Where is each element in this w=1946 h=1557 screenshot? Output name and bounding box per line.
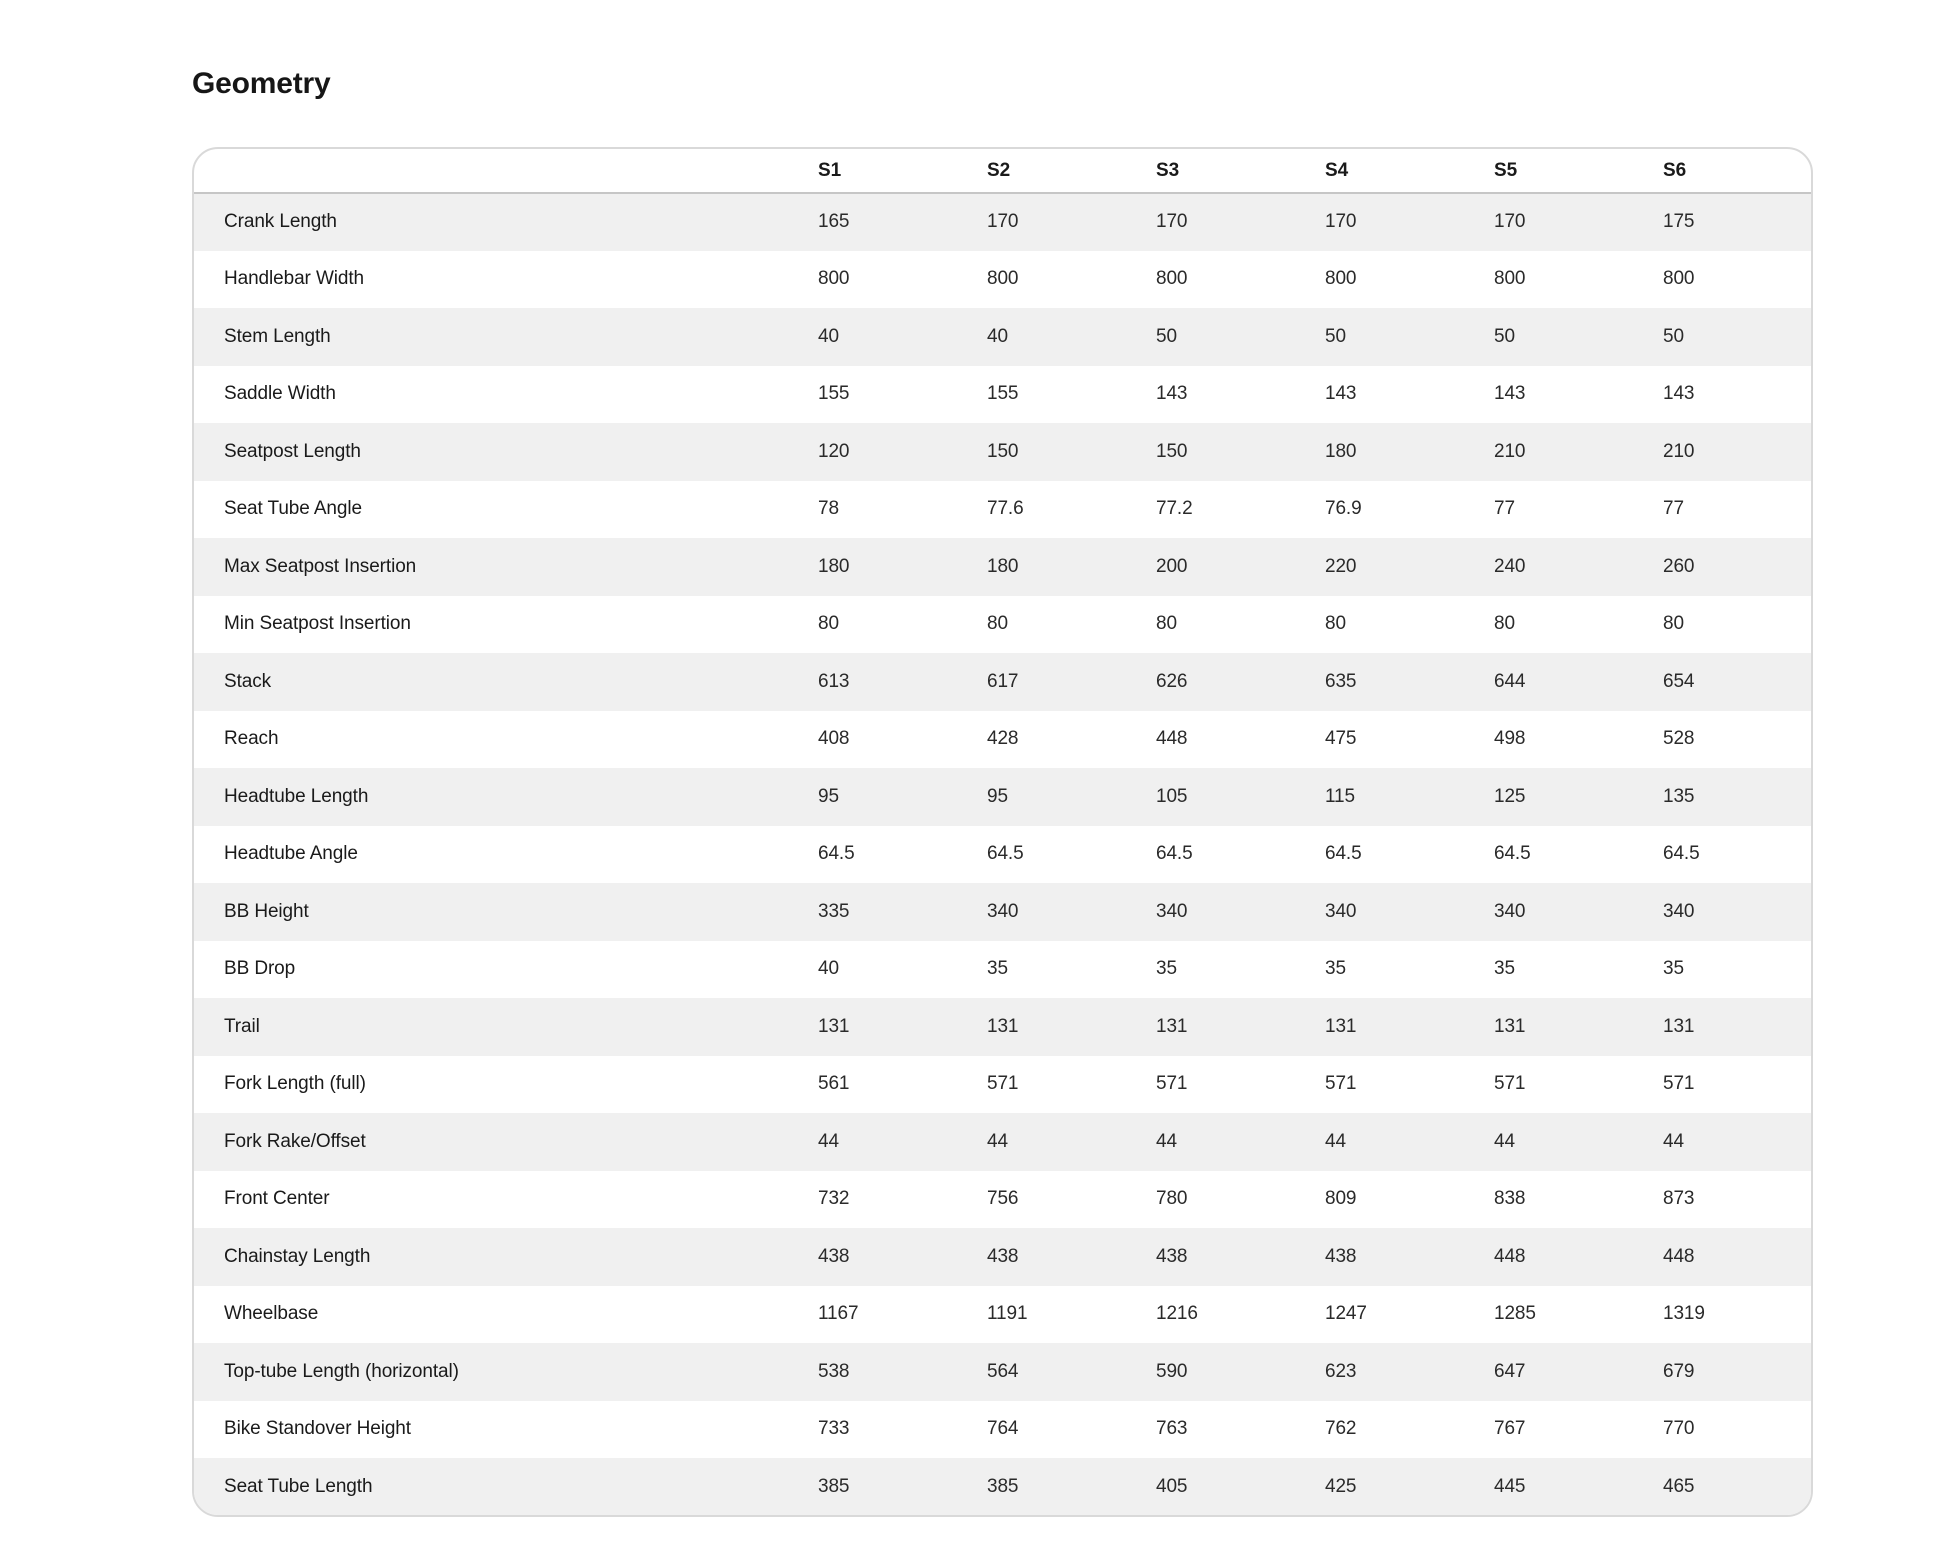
- row-value: 654: [1663, 670, 1695, 692]
- row-value: 44: [1156, 1130, 1177, 1152]
- row-value: 1191: [987, 1303, 1028, 1325]
- row-value: 155: [987, 383, 1019, 405]
- row-value: 475: [1325, 728, 1357, 750]
- row-value: 35: [1663, 958, 1684, 980]
- row-value: 428: [987, 728, 1019, 750]
- row-value: 340: [1156, 900, 1188, 922]
- row-value: 210: [1663, 440, 1695, 462]
- row-value: 220: [1325, 555, 1357, 577]
- row-value: 50: [1156, 325, 1177, 347]
- row-label: Seatpost Length: [224, 440, 361, 462]
- row-value: 131: [1494, 1015, 1526, 1037]
- row-value: 623: [1325, 1360, 1357, 1382]
- row-value: 50: [1325, 325, 1346, 347]
- row-label: Max Seatpost Insertion: [224, 555, 417, 577]
- row-value: 155: [818, 383, 850, 405]
- row-value: 763: [1156, 1418, 1188, 1440]
- row-value: 498: [1494, 728, 1526, 750]
- row-value: 873: [1663, 1188, 1695, 1210]
- row-value: 1167: [818, 1303, 859, 1325]
- row-value: 150: [987, 440, 1019, 462]
- row-value: 780: [1156, 1188, 1188, 1210]
- row-value: 448: [1663, 1245, 1695, 1267]
- table-row: [194, 883, 1811, 941]
- row-value: 340: [987, 900, 1019, 922]
- row-value: 64.5: [1325, 843, 1362, 865]
- geometry-table: [194, 149, 1811, 1516]
- table-row: [194, 481, 1811, 539]
- row-value: 800: [987, 268, 1019, 290]
- table-row: [194, 941, 1811, 999]
- table-row: [194, 1113, 1811, 1171]
- row-value: 44: [1325, 1130, 1346, 1152]
- row-value: 35: [987, 958, 1008, 980]
- row-value: 170: [987, 211, 1019, 233]
- row-value: 838: [1494, 1188, 1526, 1210]
- row-value: 405: [1156, 1475, 1188, 1497]
- geometry-table-card: [192, 147, 1813, 1517]
- row-value: 180: [818, 555, 850, 577]
- row-label: Seat Tube Length: [224, 1475, 373, 1497]
- row-value: 131: [1325, 1015, 1357, 1037]
- row-value: 170: [1325, 211, 1357, 233]
- row-value: 115: [1325, 785, 1355, 807]
- table-row: [194, 538, 1811, 596]
- row-value: 180: [987, 555, 1019, 577]
- row-value: 800: [818, 268, 850, 290]
- row-value: 340: [1325, 900, 1357, 922]
- row-value: 64.5: [1156, 843, 1193, 865]
- row-value: 438: [987, 1245, 1019, 1267]
- row-value: 143: [1156, 383, 1188, 405]
- row-value: 80: [987, 613, 1008, 635]
- row-value: 438: [818, 1245, 850, 1267]
- row-value: 64.5: [818, 843, 855, 865]
- row-value: 425: [1325, 1475, 1357, 1497]
- row-value: 135: [1663, 785, 1695, 807]
- row-value: 571: [987, 1073, 1019, 1095]
- table-row: [194, 1056, 1811, 1114]
- row-value: 438: [1156, 1245, 1188, 1267]
- row-value: 125: [1494, 785, 1526, 807]
- row-value: 561: [818, 1073, 850, 1095]
- table-row: [194, 308, 1811, 366]
- row-label: Handlebar Width: [224, 268, 365, 290]
- row-value: 210: [1494, 440, 1526, 462]
- table-row: [194, 1171, 1811, 1229]
- row-value: 80: [1156, 613, 1177, 635]
- geometry-table-body: [194, 193, 1811, 1516]
- table-row: [194, 711, 1811, 769]
- row-value: 448: [1156, 728, 1188, 750]
- row-label: BB Drop: [224, 958, 296, 980]
- row-value: 143: [1325, 383, 1357, 405]
- table-row: [194, 1401, 1811, 1459]
- row-value: 617: [987, 670, 1019, 692]
- row-value: 40: [818, 958, 839, 980]
- row-value: 131: [1156, 1015, 1188, 1037]
- row-value: 635: [1325, 670, 1357, 692]
- row-value: 340: [1663, 900, 1695, 922]
- row-value: 77.6: [987, 498, 1024, 520]
- row-value: 165: [818, 211, 850, 233]
- row-label: Fork Length (full): [224, 1073, 366, 1095]
- row-label: Fork Rake/Offset: [224, 1130, 366, 1152]
- row-value: 105: [1156, 785, 1188, 807]
- row-label: Stem Length: [224, 325, 331, 347]
- row-value: 44: [1494, 1130, 1515, 1152]
- row-value: 44: [987, 1130, 1008, 1152]
- row-value: 131: [987, 1015, 1019, 1037]
- table-row: [194, 193, 1811, 251]
- row-label: Wheelbase: [224, 1303, 319, 1325]
- row-label: Seat Tube Angle: [224, 498, 362, 520]
- row-value: 571: [1494, 1073, 1526, 1095]
- row-value: 590: [1156, 1360, 1188, 1382]
- row-value: 1285: [1494, 1303, 1536, 1325]
- row-label: Headtube Length: [224, 785, 369, 807]
- row-value: 170: [1494, 211, 1526, 233]
- row-value: 120: [818, 440, 850, 462]
- row-value: 143: [1663, 383, 1695, 405]
- row-value: 35: [1494, 958, 1515, 980]
- row-value: 40: [818, 325, 839, 347]
- size-header-s5: S5: [1494, 149, 1663, 193]
- row-label: Saddle Width: [224, 383, 336, 405]
- row-value: 240: [1494, 555, 1526, 577]
- row-value: 80: [1663, 613, 1684, 635]
- row-value: 170: [1156, 211, 1188, 233]
- row-value: 95: [818, 785, 839, 807]
- size-header-s6: S6: [1663, 149, 1811, 193]
- row-value: 626: [1156, 670, 1188, 692]
- row-value: 385: [818, 1475, 850, 1497]
- row-value: 767: [1494, 1418, 1526, 1440]
- row-value: 35: [1325, 958, 1346, 980]
- size-header-s1: S1: [818, 149, 987, 193]
- row-value: 564: [987, 1360, 1019, 1382]
- size-header-empty-cell: [194, 149, 818, 193]
- row-value: 35: [1156, 958, 1177, 980]
- row-value: 644: [1494, 670, 1526, 692]
- row-value: 44: [1663, 1130, 1684, 1152]
- row-value: 764: [987, 1418, 1019, 1440]
- row-label: Reach: [224, 728, 279, 750]
- row-value: 50: [1494, 325, 1515, 347]
- table-row: [194, 653, 1811, 711]
- row-value: 770: [1663, 1418, 1695, 1440]
- row-value: 80: [818, 613, 839, 635]
- row-value: 438: [1325, 1245, 1357, 1267]
- table-row: [194, 1458, 1811, 1516]
- section-title: Geometry: [192, 67, 331, 100]
- row-value: 647: [1494, 1360, 1526, 1382]
- row-value: 613: [818, 670, 850, 692]
- table-row: [194, 826, 1811, 884]
- row-value: 408: [818, 728, 850, 750]
- row-value: 80: [1325, 613, 1346, 635]
- row-label: Headtube Angle: [224, 843, 358, 865]
- row-value: 78: [818, 498, 839, 520]
- row-value: 335: [818, 900, 850, 922]
- row-value: 44: [818, 1130, 839, 1152]
- row-value: 528: [1663, 728, 1695, 750]
- table-row: [194, 366, 1811, 424]
- size-header-s4: S4: [1325, 149, 1494, 193]
- table-row: [194, 998, 1811, 1056]
- table-row: [194, 1228, 1811, 1286]
- row-value: 200: [1156, 555, 1188, 577]
- row-label: Stack: [224, 670, 272, 692]
- row-value: 733: [818, 1418, 850, 1440]
- row-value: 76.9: [1325, 498, 1362, 520]
- row-value: 385: [987, 1475, 1019, 1497]
- table-row: [194, 596, 1811, 654]
- row-value: 77.2: [1156, 498, 1193, 520]
- row-value: 143: [1494, 383, 1526, 405]
- row-value: 809: [1325, 1188, 1357, 1210]
- row-value: 571: [1156, 1073, 1188, 1095]
- row-value: 64.5: [1663, 843, 1700, 865]
- row-label: Crank Length: [224, 211, 337, 233]
- row-value: 77: [1663, 498, 1684, 520]
- table-row: [194, 1343, 1811, 1401]
- row-value: 465: [1663, 1475, 1695, 1497]
- row-value: 571: [1663, 1073, 1695, 1095]
- row-value: 1216: [1156, 1303, 1198, 1325]
- row-value: 150: [1156, 440, 1188, 462]
- table-row: [194, 423, 1811, 481]
- row-value: 340: [1494, 900, 1526, 922]
- row-value: 80: [1494, 613, 1515, 635]
- row-label: Front Center: [224, 1188, 330, 1210]
- table-row: [194, 1286, 1811, 1344]
- row-value: 1319: [1663, 1303, 1705, 1325]
- row-label: Chainstay Length: [224, 1245, 371, 1267]
- row-value: 64.5: [1494, 843, 1531, 865]
- table-row: [194, 251, 1811, 309]
- row-value: 95: [987, 785, 1008, 807]
- row-value: 800: [1325, 268, 1357, 290]
- size-header-s3: S3: [1156, 149, 1325, 193]
- row-value: 50: [1663, 325, 1684, 347]
- row-value: 756: [987, 1188, 1019, 1210]
- row-value: 538: [818, 1360, 850, 1382]
- row-label: Min Seatpost Insertion: [224, 613, 411, 635]
- row-value: 1247: [1325, 1303, 1367, 1325]
- size-header-s2: S2: [987, 149, 1156, 193]
- row-value: 800: [1663, 268, 1695, 290]
- row-value: 762: [1325, 1418, 1357, 1440]
- row-value: 800: [1156, 268, 1188, 290]
- row-value: 40: [987, 325, 1008, 347]
- row-value: 445: [1494, 1475, 1526, 1497]
- row-value: 64.5: [987, 843, 1024, 865]
- row-value: 800: [1494, 268, 1526, 290]
- row-value: 260: [1663, 555, 1695, 577]
- row-label: Trail: [224, 1015, 260, 1037]
- row-value: 77: [1494, 498, 1515, 520]
- row-value: 131: [1663, 1015, 1695, 1037]
- row-value: 732: [818, 1188, 850, 1210]
- row-value: 175: [1663, 211, 1695, 233]
- row-label: BB Height: [224, 900, 309, 922]
- table-row: [194, 768, 1811, 826]
- size-header-row: [194, 149, 1811, 193]
- row-value: 131: [818, 1015, 850, 1037]
- row-value: 571: [1325, 1073, 1357, 1095]
- row-value: 448: [1494, 1245, 1526, 1267]
- row-label: Bike Standover Height: [224, 1418, 411, 1440]
- row-value: 180: [1325, 440, 1357, 462]
- row-label: Top-tube Length (horizontal): [224, 1360, 459, 1382]
- row-value: 679: [1663, 1360, 1695, 1382]
